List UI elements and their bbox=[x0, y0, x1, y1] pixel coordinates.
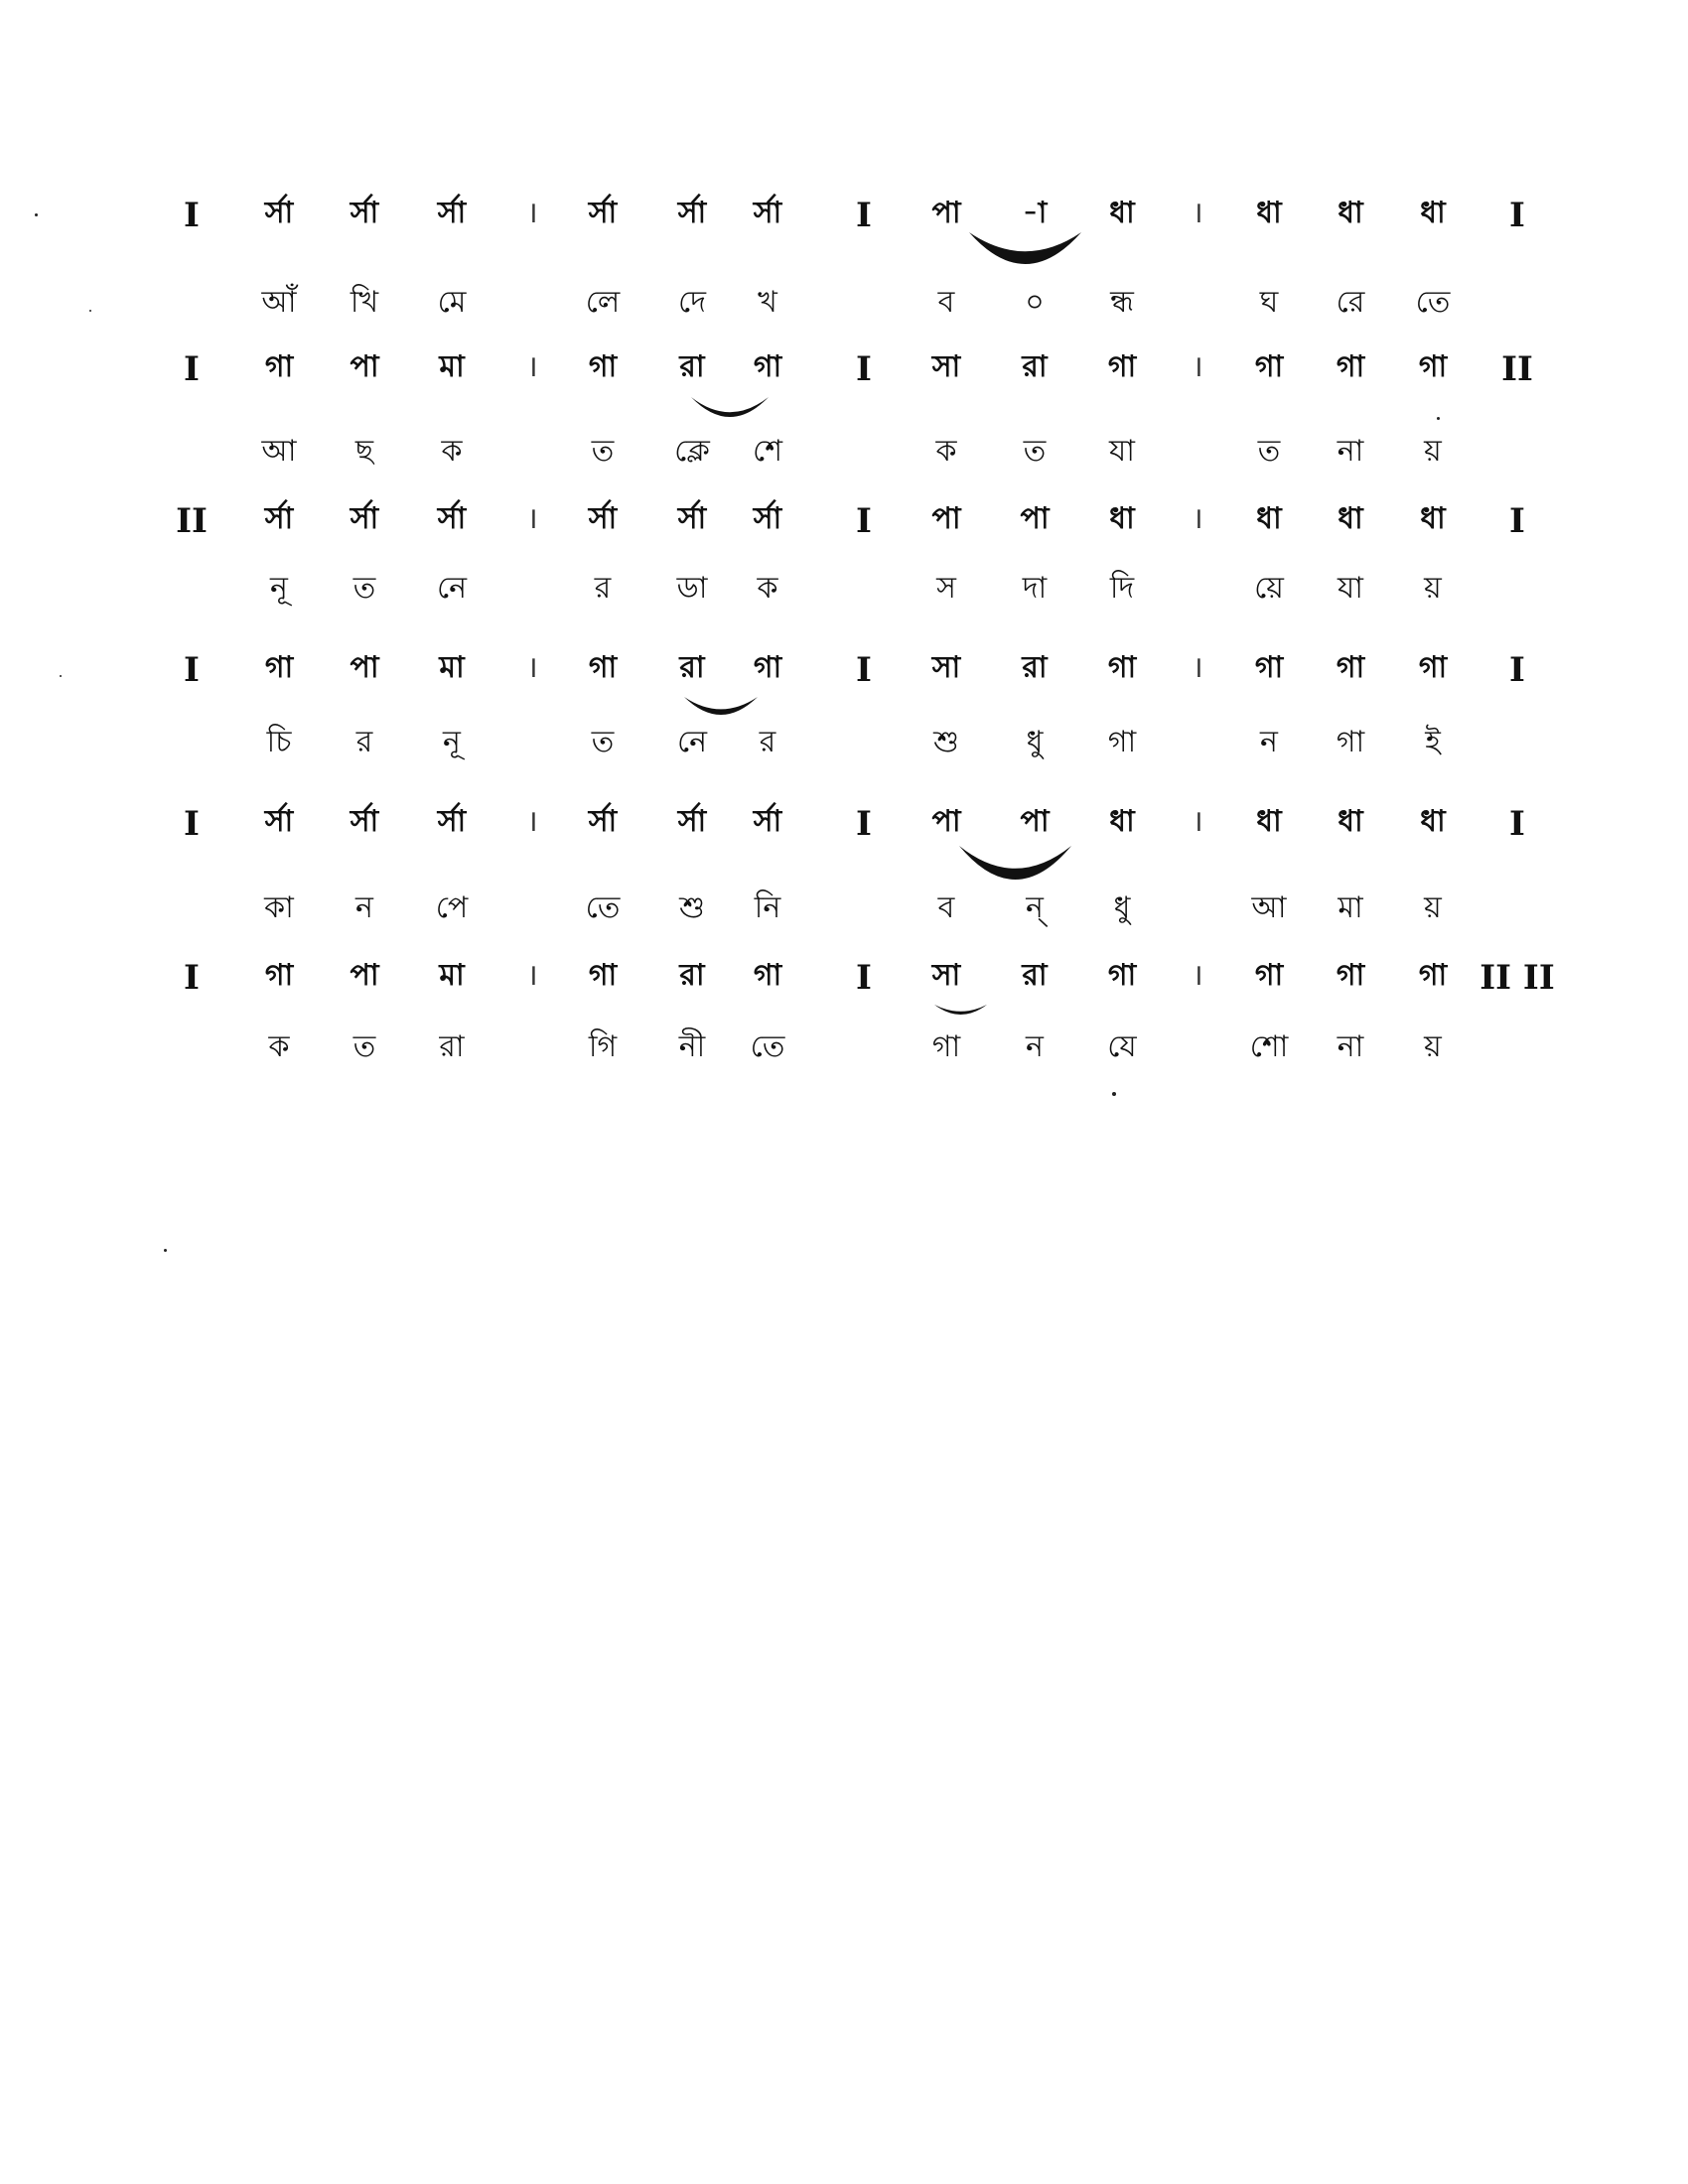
lyric-syllable: যা bbox=[1109, 434, 1135, 469]
lyric-syllable: গা bbox=[1107, 725, 1137, 759]
scan-speck bbox=[164, 1249, 167, 1252]
swara-note: গা bbox=[1418, 650, 1448, 685]
bar-line: I bbox=[856, 650, 872, 690]
lyric-syllable: ক bbox=[757, 571, 778, 606]
bar-line: I bbox=[856, 501, 872, 541]
swara-note: র্সা bbox=[350, 501, 379, 536]
lyric-syllable: র bbox=[594, 571, 612, 606]
lyric-syllable: ডা bbox=[676, 571, 708, 606]
lyric-syllable: রে bbox=[1336, 285, 1365, 320]
swara-note: র্সা bbox=[677, 804, 707, 839]
lyric-syllable: ন bbox=[1026, 1029, 1044, 1064]
bar-line: । bbox=[1192, 501, 1203, 536]
swara-note: র্সা bbox=[264, 501, 294, 536]
bar-line: I bbox=[856, 804, 872, 844]
swara-note: গা bbox=[264, 958, 294, 993]
bar-line: I bbox=[856, 349, 872, 389]
swara-note: -া bbox=[1022, 196, 1048, 230]
swara-note: গা bbox=[1254, 349, 1284, 384]
lyric-syllable: না bbox=[1336, 1029, 1364, 1064]
swara-note: পা bbox=[931, 196, 961, 230]
lyric-syllable: ত bbox=[352, 571, 376, 606]
swara-note: র্সা bbox=[753, 501, 782, 536]
lyric-syllable: শো bbox=[1249, 1029, 1289, 1064]
slur-mark bbox=[958, 844, 1072, 884]
lyric-syllable: ন্ধ bbox=[1110, 285, 1134, 320]
lyric-syllable: ত bbox=[591, 434, 615, 469]
swara-note: ধা bbox=[1109, 501, 1135, 536]
lyric-syllable: তে bbox=[585, 890, 621, 925]
bar-line: I bbox=[856, 196, 872, 235]
lyric-syllable: আঁ bbox=[261, 285, 297, 320]
bar-line: I bbox=[184, 804, 200, 844]
swara-note: র্সা bbox=[588, 804, 618, 839]
swara-note: মা bbox=[439, 349, 465, 384]
swara-note: গা bbox=[1418, 958, 1448, 993]
swara-note: র্সা bbox=[264, 196, 294, 230]
lyric-syllable: না bbox=[1336, 434, 1364, 469]
swara-note: ধা bbox=[1109, 804, 1135, 839]
swara-note: মা bbox=[439, 650, 465, 685]
swara-note: র্সা bbox=[350, 196, 379, 230]
lyric-syllable: পে bbox=[435, 890, 469, 925]
lyric-syllable: তে bbox=[750, 1029, 785, 1064]
swara-note: র্সা bbox=[437, 196, 467, 230]
swara-note: রা bbox=[1022, 958, 1048, 993]
swara-note: ধা bbox=[1420, 804, 1446, 839]
scan-speck bbox=[35, 213, 38, 216]
lyric-syllable: গি bbox=[588, 1029, 618, 1064]
swara-note: সা bbox=[931, 650, 961, 685]
swara-note: র্সা bbox=[588, 501, 618, 536]
lyric-syllable: ই bbox=[1425, 725, 1441, 759]
lyric-syllable: য় bbox=[1424, 890, 1442, 925]
swara-note: র্সা bbox=[437, 501, 467, 536]
slur-mark bbox=[690, 395, 770, 421]
bar-line: । bbox=[526, 349, 538, 384]
swara-note: র্সা bbox=[677, 501, 707, 536]
swara-note: গা bbox=[588, 650, 618, 685]
bar-line: II bbox=[1501, 349, 1533, 389]
swara-note: র্সা bbox=[437, 804, 467, 839]
lyric-syllable: খি bbox=[350, 285, 379, 320]
lyric-syllable: গা bbox=[1336, 725, 1365, 759]
lyric-syllable: ত bbox=[352, 1029, 376, 1064]
lyric-syllable: ব bbox=[937, 890, 955, 925]
swara-note: ধা bbox=[1337, 804, 1363, 839]
lyric-syllable: দে bbox=[678, 285, 706, 320]
swara-note: রা bbox=[679, 650, 705, 685]
slur-mark bbox=[683, 695, 759, 719]
swara-note: গা bbox=[1107, 958, 1137, 993]
lyric-syllable: ধু bbox=[1026, 725, 1044, 759]
lyric-syllable: নূ bbox=[443, 725, 461, 759]
bar-line: । bbox=[526, 804, 538, 839]
swara-note: গা bbox=[1107, 349, 1137, 384]
lyric-syllable: শে bbox=[753, 434, 782, 469]
lyric-syllable: নে bbox=[676, 725, 708, 759]
lyric-syllable: য় bbox=[1424, 571, 1442, 606]
swara-note: পা bbox=[1020, 804, 1050, 839]
lyric-syllable: ন্ bbox=[1026, 890, 1044, 925]
lyric-syllable: র bbox=[355, 725, 373, 759]
lyric-syllable: যে bbox=[1107, 1029, 1137, 1064]
lyric-syllable: ক bbox=[441, 434, 463, 469]
bar-line: । bbox=[526, 650, 538, 685]
swara-note: গা bbox=[1336, 349, 1365, 384]
swara-note: গা bbox=[753, 958, 782, 993]
swara-note: সা bbox=[931, 958, 961, 993]
bar-line: । bbox=[1192, 196, 1203, 230]
swara-note: রা bbox=[679, 349, 705, 384]
lyric-syllable: স bbox=[936, 571, 956, 606]
lyric-syllable: নি bbox=[754, 890, 781, 925]
swara-note: ধা bbox=[1337, 501, 1363, 536]
swara-note: গা bbox=[588, 349, 618, 384]
lyric-syllable: ন bbox=[1260, 725, 1278, 759]
lyric-syllable: ছ bbox=[354, 434, 374, 469]
bar-line: I bbox=[1509, 196, 1525, 235]
lyric-syllable: ত bbox=[1257, 434, 1281, 469]
scan-speck bbox=[1112, 1092, 1116, 1096]
swara-note: গা bbox=[588, 958, 618, 993]
swara-note: র্সা bbox=[264, 804, 294, 839]
bar-line: । bbox=[1192, 804, 1203, 839]
lyric-syllable: যা bbox=[1337, 571, 1363, 606]
swara-note: গা bbox=[1107, 650, 1137, 685]
bar-line: । bbox=[1192, 650, 1203, 685]
lyric-syllable: আ bbox=[261, 434, 297, 469]
swara-note: পা bbox=[350, 650, 379, 685]
slur-mark bbox=[933, 1003, 988, 1019]
bar-line: । bbox=[1192, 958, 1203, 993]
swara-note: গা bbox=[1254, 650, 1284, 685]
bar-line: I bbox=[184, 958, 200, 998]
lyric-syllable: দি bbox=[1109, 571, 1135, 606]
lyric-syllable: ঘ bbox=[1259, 285, 1279, 320]
bar-line: I bbox=[1509, 501, 1525, 541]
swara-note: র্সা bbox=[350, 804, 379, 839]
lyric-syllable: ক্লে bbox=[674, 434, 710, 469]
lyric-syllable: দা bbox=[1022, 571, 1048, 606]
lyric-syllable: শু bbox=[933, 725, 959, 759]
lyric-syllable: মে bbox=[437, 285, 467, 320]
bar-line: II bbox=[176, 501, 208, 541]
bar-line: I bbox=[1509, 804, 1525, 844]
bar-line: । bbox=[526, 501, 538, 536]
lyric-syllable: মা bbox=[1337, 890, 1363, 925]
lyric-syllable: শু bbox=[679, 890, 705, 925]
swara-note: গা bbox=[264, 349, 294, 384]
swara-note: ধা bbox=[1256, 501, 1282, 536]
scan-speck bbox=[60, 675, 62, 677]
bar-line: । bbox=[526, 196, 538, 230]
swara-note: র্সা bbox=[588, 196, 618, 230]
scan-speck bbox=[89, 310, 91, 312]
bar-line: I bbox=[184, 650, 200, 690]
lyric-syllable: য় bbox=[1424, 1029, 1442, 1064]
lyric-syllable: য় bbox=[1424, 434, 1442, 469]
bar-line: I bbox=[184, 349, 200, 389]
swara-note: রা bbox=[679, 958, 705, 993]
swara-note: গা bbox=[1336, 650, 1365, 685]
lyric-syllable: গা bbox=[931, 1029, 961, 1064]
lyric-syllable: র bbox=[759, 725, 776, 759]
swara-note: র্সা bbox=[677, 196, 707, 230]
swara-note: মা bbox=[439, 958, 465, 993]
lyric-syllable: ক bbox=[268, 1029, 290, 1064]
lyric-syllable: ক bbox=[935, 434, 957, 469]
bar-line: II II bbox=[1479, 958, 1555, 998]
swara-note: রা bbox=[1022, 650, 1048, 685]
swara-note: পা bbox=[931, 804, 961, 839]
lyric-syllable: ত bbox=[591, 725, 615, 759]
bar-line: I bbox=[1509, 650, 1525, 690]
lyric-syllable: কা bbox=[264, 890, 294, 925]
swara-note: গা bbox=[264, 650, 294, 685]
lyric-syllable: নী bbox=[678, 1029, 706, 1064]
scan-speck bbox=[1437, 417, 1440, 420]
bar-line: I bbox=[856, 958, 872, 998]
swara-note: গা bbox=[1336, 958, 1365, 993]
swara-note: পা bbox=[350, 958, 379, 993]
lyric-syllable: ত bbox=[1023, 434, 1047, 469]
swara-note: ধা bbox=[1337, 196, 1363, 230]
swara-note: গা bbox=[1254, 958, 1284, 993]
lyric-syllable: রা bbox=[439, 1029, 465, 1064]
swara-note: ধা bbox=[1420, 501, 1446, 536]
lyric-syllable: চি bbox=[266, 725, 292, 759]
swara-note: গা bbox=[753, 650, 782, 685]
swara-note: পা bbox=[1020, 501, 1050, 536]
slur-mark bbox=[968, 230, 1082, 268]
swara-note: রা bbox=[1022, 349, 1048, 384]
swara-note: র্সা bbox=[753, 196, 782, 230]
lyric-syllable: য়ে bbox=[1254, 571, 1284, 606]
lyric-syllable: ব bbox=[937, 285, 955, 320]
bar-line: । bbox=[1192, 349, 1203, 384]
swara-note: গা bbox=[753, 349, 782, 384]
swara-note: ধা bbox=[1256, 804, 1282, 839]
swara-note: পা bbox=[931, 501, 961, 536]
lyric-syllable: তে bbox=[1415, 285, 1451, 320]
swara-note: র্সা bbox=[753, 804, 782, 839]
lyric-syllable: ধু bbox=[1113, 890, 1131, 925]
lyric-syllable: খ bbox=[758, 285, 777, 320]
lyric-syllable: নূ bbox=[270, 571, 288, 606]
bar-line: I bbox=[184, 196, 200, 235]
lyric-syllable: নে bbox=[436, 571, 468, 606]
lyric-syllable: ০ bbox=[1025, 285, 1045, 320]
lyric-syllable: ন bbox=[355, 890, 373, 925]
swara-note: পা bbox=[350, 349, 379, 384]
swara-note: ধা bbox=[1256, 196, 1282, 230]
lyric-syllable: আ bbox=[1251, 890, 1287, 925]
swara-note: ধা bbox=[1109, 196, 1135, 230]
swara-note: ধা bbox=[1420, 196, 1446, 230]
swara-note: সা bbox=[931, 349, 961, 384]
bar-line: । bbox=[526, 958, 538, 993]
lyric-syllable: লে bbox=[585, 285, 621, 320]
swara-note: গা bbox=[1418, 349, 1448, 384]
